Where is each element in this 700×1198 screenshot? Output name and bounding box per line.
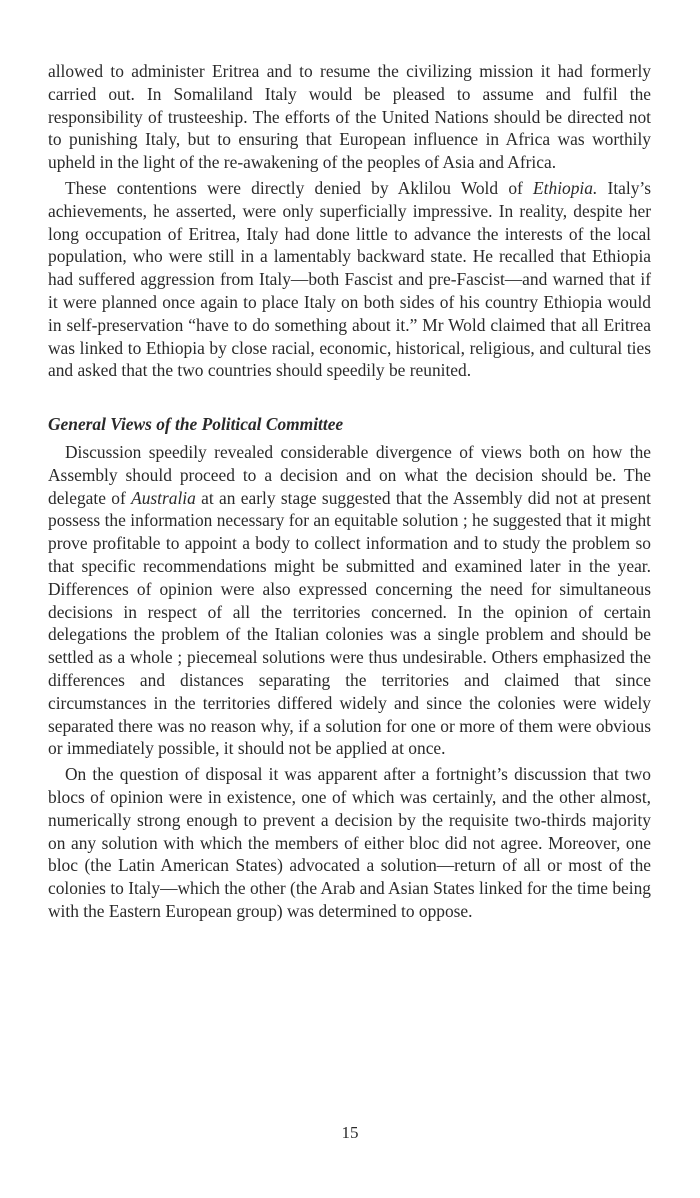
page-number: 15	[341, 1123, 359, 1142]
paragraph-text: Italy’s achievements, he asserted, were only superficially impressive. In reality, despite her long occupation of Eritrea, Italy had done little to advance the interests of the local population, who were still in a lamentably backward state. He recalled that Ethiopia had suffered aggression from Italy—both Fascist and pre-Fascist—and warned that if it were planned once again to place Italy on both sides of his country Ethiopia would in self-preservation “have to do something about it.” Mr Wold claimed that all Eritrea was linked to Ethiopia by close racial, economic, historical, religious, and cultural ties and asked that the two countries should speedily be reunited.	[48, 177, 651, 381]
country-name-ethiopia: Ethiopia.	[533, 177, 598, 198]
page-body	[48, 60, 651, 923]
paragraph-text: allowed to administer Eritrea and to resume the civilizing mission it had formerly carried out. In Somaliland Italy would be pleased to assume and fulfil the responsibility of trusteeship. The efforts of the United Nations should be directed not to punishing Italy, but to ensuring that European influence in Africa was worthily upheld in the light of the re-awakening of the peoples of Asia and Africa.	[48, 61, 651, 173]
country-name-australia: Australia	[131, 487, 196, 508]
paragraph-ethiopia-response	[48, 177, 651, 382]
section-heading: General Views of the Political Committee	[48, 414, 344, 435]
paragraph-discussion	[48, 441, 651, 760]
paragraph-continuation	[48, 60, 651, 174]
paragraph-text: On the question of disposal it was apparent after a fortnight’s discussion that two blocs of opinion were in existence, one of which was certainly, and the other almost, numerically strong enough to prevent a decision by the requisite two-thirds majority on any solution with which the members of either bloc did not agree. Moreover, one bloc (the Latin American States) advocated a solution—return of all or most of the colonies to Italy—which the other (the Arab and Asian States linked for the time being with the Eastern European group) was determined to oppose.	[48, 764, 651, 921]
paragraph-text: at an early stage suggested that the Assembly did not at present possess the information necessary for an equitable solution ; he suggested that it might prove profitable to appoint a body to collect information and to study the problem so that specific recommendations might be submitted and examined later in the year. Differences of opinion were also expressed concerning the need for simultaneous decisions in respect of all the territories concerned. In the opinion of certain delegations the problem of the Italian colonies was a single problem and should be settled as a whole ; piecemeal solutions were thus undesirable. Others emphasized the differences and distances separating the territories and claimed that since circumstances in the territories differed widely and since the colonies were widely separated there was no reason why, if a solution for one or more of them were obvious or immediately possible, it should not be applied at once.	[48, 487, 651, 759]
paragraph-disposal	[48, 763, 651, 923]
paragraph-text: Discussion speedily revealed considerable divergence of views both on how the Assembly should proceed to a decision and on what the decision should be. The delegate of	[48, 441, 651, 508]
paragraph-text: These contentions were directly denied by Aklilou Wold of	[65, 177, 534, 198]
